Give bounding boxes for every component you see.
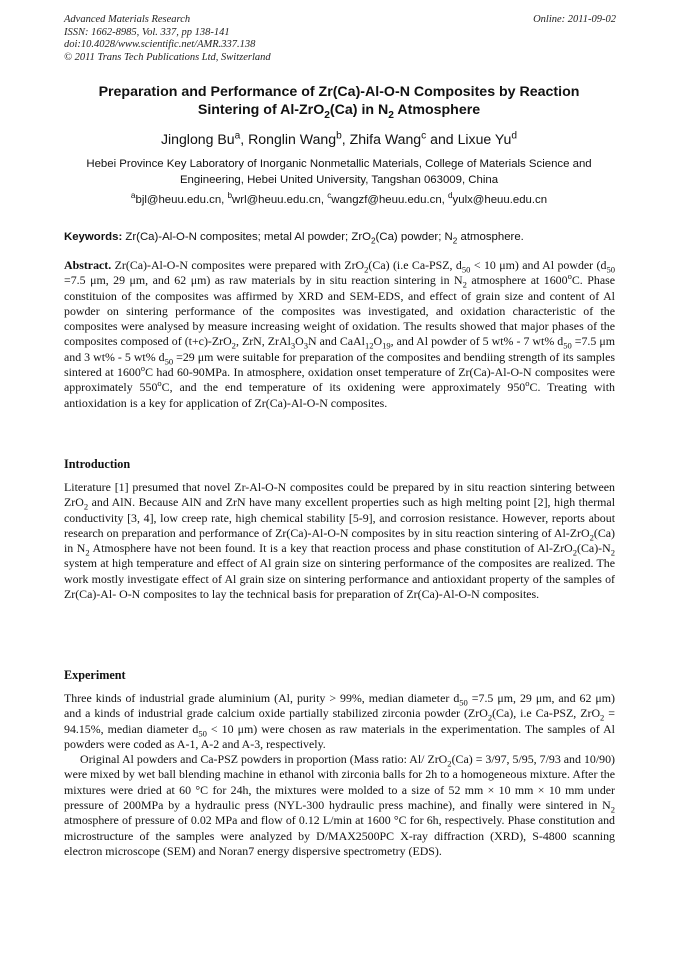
experiment-paragraph-1: Three kinds of industrial grade aluminium (Al, purity > 99%, median diameter $d_{50} =7.5$ μm, 29 μm, and 62 μm) and a kinds of industrial grade calcium oxide partially stabilized zirconia powder (ZrO$_2$(Ca), i.e Ca-PSZ, ZrO$_2$ = 94.15%, median diameter $d_{50} < 10$ μm) were chosen as raw materials in the experimentation. The samples of Al powders were coded as A-1, A-2 and A-3, respectively. xyxy=(64,691,616,751)
affiliation: Hebei Province Key Laboratory of Inorganic Nonmetallic Materials, College of Materials Science and Engineering, Hebei United University, Tangshan 063009, China xyxy=(86,158,592,186)
author-mark: a xyxy=(234,130,241,142)
title-line-1: Preparation and Performance of Zr(Ca)-Al-O-N Composites by Reaction xyxy=(98,84,580,100)
experiment-heading: Experiment xyxy=(64,668,126,682)
email-address: yulx@heuu.edu.cn xyxy=(452,194,548,206)
email-address: wrl@heuu.edu.cn, xyxy=(232,194,328,206)
paper-title xyxy=(40,83,638,120)
title-line-2: Sintering of Al-ZrO$_2$(Ca) in $N_2$ Atmosphere xyxy=(197,102,481,122)
abstract: Abstract. Zr(Ca)-Al-O-N composites were prepared with ZrO$_2$(Ca) (i.e Ca-PSZ, $d_{50} < 10$ μm) and Al powder ($d_{50} =7.5$ μm, 29 μm, and 62 μm) as raw materials by in situ reaction sintering in $N_2$ atmosphere at 1600$^o$C. Phase constituion of the composites was affirmed by XRD and SEM-EDS, and effect of grain size and content of Al powder on sintering performance of the composites was investigated, and oxidation characteristic of the composites were analysed by measure increasing weight of oxidation. The results showed that major phases of the composites composed of (t+c)-ZrO$_2$, ZrN, $ZrAl_3O_3N$ and $CaAl_{12}O_{19}$, and Al powder of 5 wt% - 7 wt% $d_{50} =7.5$ μm and 3 wt% - 5 wt% $d_{50} =29$ μm were suitable for preparation of the composites and bendiing strength of its samples sintered at 1600$^o$C had 60-90MPa. In atmosphere, oxidation onset temperature of Zr(Ca)-Al-O-N composites were approximately 550$^o$C, and the end temperature of its oxidening were approximately 950$^o$C. Treating with antioxidation is a key for application of Zr(Ca)-Al-O-N composites. xyxy=(64,258,616,410)
experiment-text xyxy=(64,691,615,859)
author-list: Jinglong Bu$^a$, Ronglin Wang$^b$, Zhifa Wang$^c$ and Lixue Yu$^d$ xyxy=(160,130,518,147)
email-address: wangzf@heuu.edu.cn, xyxy=(331,194,448,206)
online-date: Online: 2011-09-02 xyxy=(533,14,616,25)
introduction-text: Literature [1] presumed that novel Zr-Al-O-N composites could be prepared by in situ reaction sintering between ZrO$_2$ and AlN. Because AlN and ZrN have many excellent properties such as high melting point [2], high thermal conductivity [3, 4], low creep rate, high chemical stability [5-9], and corrosion resistance. However, reports about research on preparation and performance of Zr(Ca)-Al-O-N composites by in situ reaction sintering of Al-ZrO$_2$(Ca) in $N_2$ Atmosphere have not been found. It is a key that reaction process and phase constitution of $Al-ZrO_2(Ca)-N_2$ system at high temperature and effect of Al grain size on sintering performance of the composites are realized. The work mostly investigate effect of Al grain size on sintering performance and antioxidant property of the samples of Zr(Ca)-Al- O-N composites to lay the technical basis for preparation of Zr(Ca)-Al-O-N composites. xyxy=(64,480,615,602)
journal-copyright: © 2011 Trans Tech Publications Ltd, Switzerland xyxy=(64,51,271,63)
keywords-label: Keywords: xyxy=(64,231,123,243)
experiment-paragraph-2: Original Al powders and Ca-PSZ powders in proportion (Mass ratio: Al/ ZrO$_2$(Ca) = 3/97, 5/95, 7/93 and 10/90) were mixed by wet ball blending machine in ethanol with zirconia balls for 2h to a homogeneous mixture. After the mixtures were dried at 60 °C for 24h, the mixtures were molded to a size of 52 mm × 10 mm × 10 mm under pressure of 200MPa by a hydraulic press (NYL-300 hydraulic press machine), and finally were sintered in $N_2$ atmosphere of pressure of 0.02 MPa and flow of 0.12 L/min at 1600 °C for 6h, respectively. Phase constitution and microstructure of the samples were analyzed by D/MAX2500PC X-ray diffraction (XRD), S-4800 scanning electron microscope (SEM) and Noran7 energy dispersive spectrometry (EDS). xyxy=(64,752,616,858)
author-name: Ronglin Wang xyxy=(248,131,337,147)
introduction-heading: Introduction xyxy=(64,457,131,471)
journal-header xyxy=(64,14,271,64)
journal-name: Advanced Materials Research xyxy=(64,14,191,25)
author-mark: c xyxy=(421,130,427,142)
email-address: bjl@heuu.edu.cn, xyxy=(135,194,228,206)
author-name: Lixue Yu xyxy=(457,131,512,147)
author-mark: b xyxy=(336,130,342,142)
keywords: Keywords: Zr(Ca)-Al-O-N composites; metal Al powder; ZrO$_2$(Ca) powder; $N_2$ atmosphere. xyxy=(64,231,524,246)
journal-issn: ISSN: 1662-8985, Vol. 337, pp 138-141 xyxy=(64,26,230,38)
author-mark: d xyxy=(511,130,518,142)
abstract-label: Abstract. xyxy=(64,258,112,272)
author-name: Zhifa Wang xyxy=(349,131,422,147)
author-name: Jinglong Bu xyxy=(160,131,235,147)
email-list: $^a$bjl@heuu.edu.cn, $^b$wrl@heuu.edu.cn, $^c$wangzf@heuu.edu.cn, $^d$yulx@heuu.edu.cn xyxy=(130,191,548,206)
journal-doi: doi:10.4028/www.scientific.net/AMR.337.138 xyxy=(64,39,256,51)
